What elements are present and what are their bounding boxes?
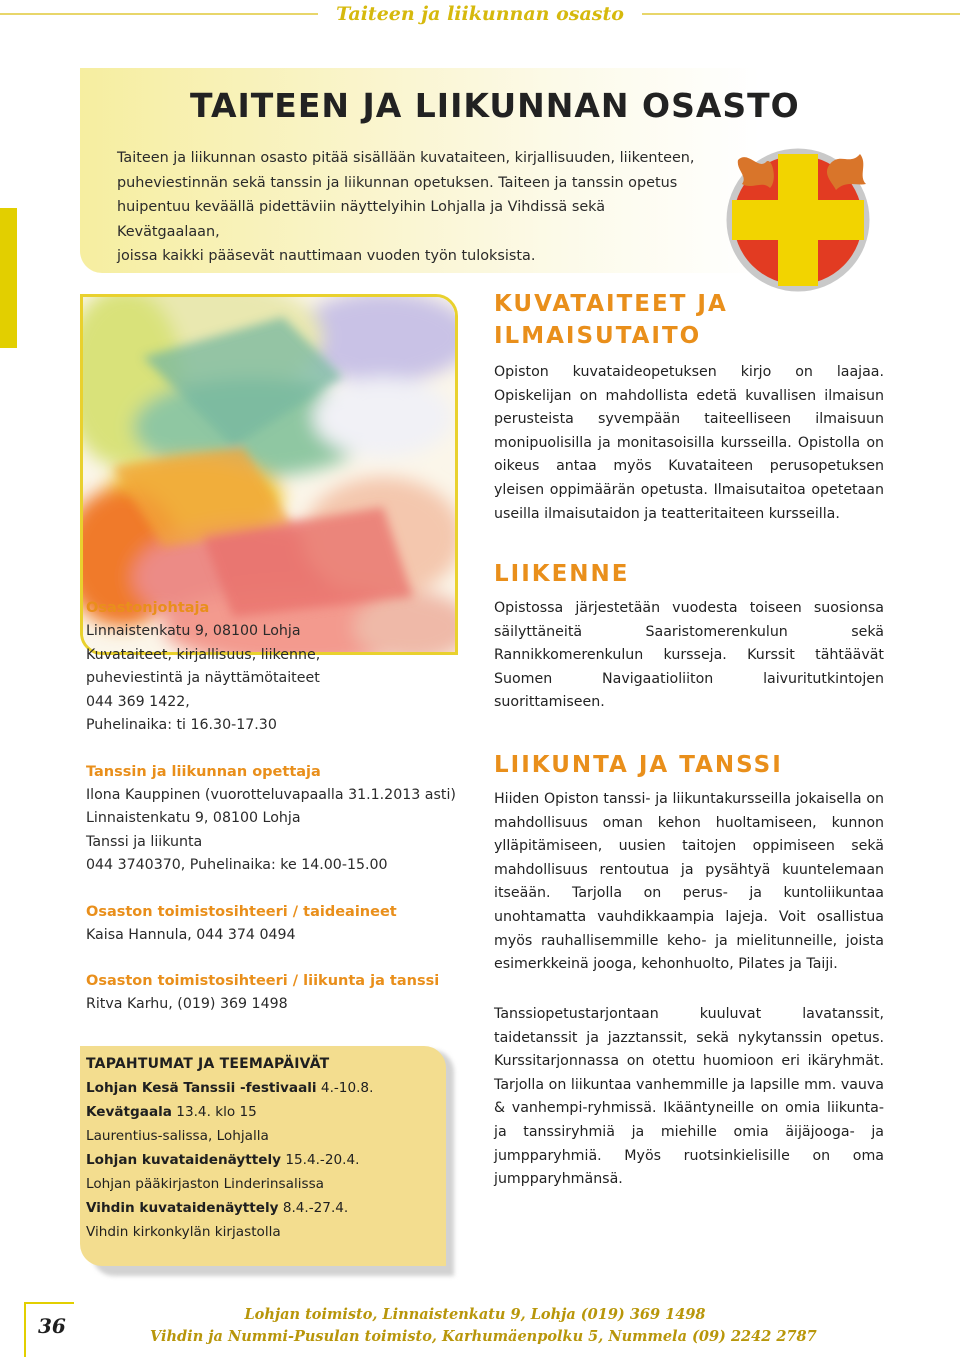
intro-line: Taiteen ja liikunnan osasto pitää sisällään kuvataiteen, kirjallisuuden, liikenteen, bbox=[117, 150, 695, 166]
running-title: Taiteen ja liikunnan osasto bbox=[336, 3, 624, 25]
liikunta-heading: LIIKUNTA JA TANSSI bbox=[494, 752, 783, 778]
contact-phone: 044 3740370, Puhelinaika: ke 14.00-15.00 bbox=[86, 857, 388, 873]
event-item bbox=[86, 1148, 436, 1172]
contact-role: Tanssin ja liikunnan opettaja bbox=[86, 763, 321, 780]
events-title: TAPAHTUMAT JA TEEMAPÄIVÄT bbox=[86, 1056, 330, 1072]
contact-group bbox=[86, 596, 466, 738]
event-item bbox=[86, 1196, 436, 1220]
side-accent-bar bbox=[0, 208, 17, 348]
contact-line: puheviestintä ja näyttämötaiteet bbox=[86, 670, 320, 686]
event-date: 15.4.-20.4. bbox=[285, 1152, 360, 1168]
contact-group bbox=[86, 900, 466, 948]
contact-group bbox=[86, 760, 466, 878]
contact-line: Ritva Karhu, (019) 369 1498 bbox=[86, 996, 288, 1012]
event-date: 13.4. klo 15 bbox=[176, 1104, 257, 1120]
event-place: Vihdin kirkonkylän kirjastolla bbox=[86, 1224, 281, 1240]
kuvataiteet-text: Opiston kuvataideopetuksen kirjo on laajaa. Opiskelijan on mahdollista edetä kuvallisen ilmaisun perusteista syvempään taiteelliseen ilmaisuun monipuolisilla ja monitasoisilla kursseilla. Opistolla on oikeus antaa myös Kuvataiteen perusopetuksen yleisen oppimäärän opetusta. Ilmaisutaitoa opetetaan useilla ilmaisutaidon ja teatteritaiteen kursseilla. bbox=[494, 364, 884, 522]
page-title: TAITEEN JA LIIKUNNAN OSASTO bbox=[190, 86, 800, 125]
footer-office-vihti: Vihdin ja Nummi-Pusulan toimisto, Karhumäenpolku 5, Nummela (09) 2242 2787 bbox=[150, 1328, 817, 1345]
contact-role: Osaston toimistosihteeri / liikunta ja tanssi bbox=[86, 973, 440, 989]
contact-line: Linnaistenkatu 9, 08100 Lohja bbox=[86, 623, 301, 639]
kuvataiteet-heading bbox=[494, 288, 894, 352]
contact-line: Ilona Kauppinen (vuorotteluvapaalla 31.1.2013 asti) bbox=[86, 786, 456, 803]
contact-hours: Puhelinaika: ti 16.30-17.30 bbox=[86, 717, 277, 733]
liikunta-text-1: Hiiden Opiston tanssi- ja liikuntakursseilla jokaisella on mahdollisuus oman kehon huoltamiseen, kunnon ylläpitämiseen, uusien taitojen oppimiseen sekä mahdollisuus rentoutua ja pysähtyä kuuntelemaan itseään. Tarjolla on perus- ja kuntoliikuntaa unohtamatta vauhdikkaampia lajeja. Voit osallistua myös rauhallisemmille keho- ja mielitunneille, joista esimerkkeinä jooga, kehonhuolto, Pilates ja Taiji. bbox=[494, 791, 884, 973]
liikenne-heading: LIIKENNE bbox=[494, 561, 630, 587]
contact-line: Linnaistenkatu 9, 08100 Lohja bbox=[86, 810, 301, 826]
intro-line: huipentuu keväällä pidettäviin näyttelyihin Lohjalla ja Vihdissä sekä Kevätgaalaan, bbox=[117, 199, 606, 240]
event-place: Laurentius-salissa, Lohjalla bbox=[86, 1128, 269, 1144]
header-rule-left bbox=[0, 13, 318, 15]
contact-line: Tanssi ja liikunta bbox=[86, 833, 203, 850]
intro-text bbox=[117, 146, 707, 269]
contact-group bbox=[86, 969, 466, 1017]
events-list bbox=[86, 1052, 436, 1244]
event-name: Vihdin kuvataidenäyttely bbox=[86, 1200, 279, 1216]
contact-phone: 044 369 1422, bbox=[86, 693, 190, 710]
event-name: Lohjan kuvataidenäyttely bbox=[86, 1152, 281, 1168]
intro-line: joissa kaikki pääsevät nauttimaan vuoden työn tuloksista. bbox=[117, 248, 536, 264]
page-number: 36 bbox=[38, 1314, 66, 1338]
event-date: 4.-10.8. bbox=[320, 1080, 374, 1096]
event-name: Kevätgaala bbox=[86, 1104, 172, 1120]
dancers-cross-emblem-icon bbox=[718, 140, 878, 300]
contact-line: Kaisa Hannula, 044 374 0494 bbox=[86, 926, 296, 943]
contact-line: Kuvataiteet, kirjallisuus, liikenne, bbox=[86, 646, 321, 663]
kuvataiteet-heading-line: ILMAISUTAITO bbox=[494, 323, 702, 349]
contact-role: Osastonjohtaja bbox=[86, 600, 210, 616]
liikunta-text-2: Tanssiopetustarjontaan kuuluvat lavatanssit, taidetanssit ja jazztanssit, sekä nykytanssin opetus. Kurssitarjonnassa on otettu huomioon eri ikäryhmät. Tarjolla on liikuntaa vanhemmille ja lapsille mm. vauva & vanhempi-ryhmissä. Ikääntyneille on omia liikunta- ja tanssiryhmiä ja miehille omia äijäjooga- ja jumpparyhmiä. Myös ruotsinkielisille on oma jumpparyhmänsä. bbox=[494, 1006, 884, 1188]
footer-office-lohja: Lohjan toimisto, Linnaistenkatu 9, Lohja (019) 369 1498 bbox=[244, 1306, 706, 1323]
event-name: Lohjan Kesä Tanssii -festivaali bbox=[86, 1080, 317, 1096]
event-item bbox=[86, 1076, 436, 1100]
event-item bbox=[86, 1100, 436, 1124]
contact-role: Osaston toimistosihteeri / taideaineet bbox=[86, 903, 397, 920]
contacts-block bbox=[86, 596, 466, 1039]
event-place: Lohjan pääkirjaston Linderinsalissa bbox=[86, 1176, 325, 1192]
header-rule-right bbox=[642, 13, 960, 15]
intro-line: puheviestinnän sekä tanssin ja liikunnan opetuksen. Taiteen ja tanssin opetus bbox=[117, 174, 678, 191]
event-date: 8.4.-27.4. bbox=[282, 1200, 349, 1216]
kuvataiteet-heading-line: KUVATAITEET JA bbox=[494, 291, 728, 317]
liikenne-text: Opistossa järjestetään vuodesta toiseen suosionsa säilyttäneitä Saaristomerenkulun sekä Rannikkomerenkulun kursseja. Kurssit tähtäävät Suomen Navigaatioliiton laivuritutkintojen suorittamiseen. bbox=[494, 600, 884, 711]
